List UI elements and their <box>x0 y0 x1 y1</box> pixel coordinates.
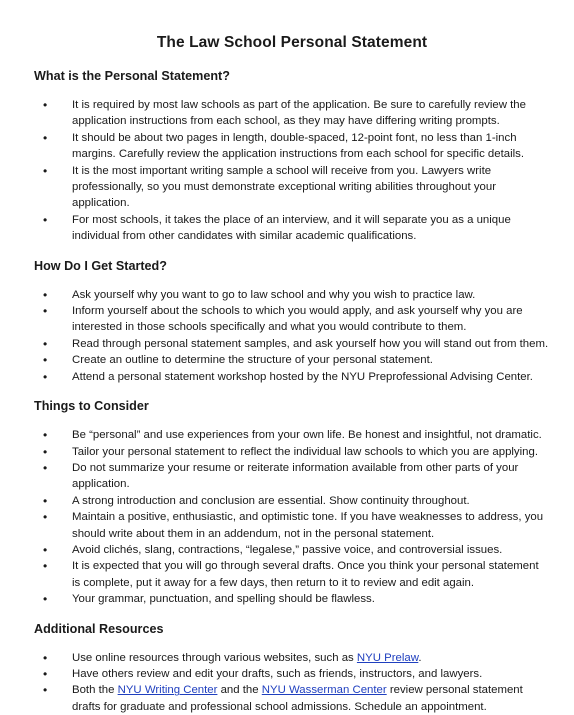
nyu-writing-center-link[interactable]: NYU Writing Center <box>117 684 218 697</box>
list-item: • Create an outline to determine the structure of your personal statement. <box>34 352 550 368</box>
bullet-list <box>34 427 550 607</box>
resource-text: Use online resources through various websites, such as <box>72 651 357 664</box>
section-things-to-consider <box>34 399 550 607</box>
list-item: • A strong introduction and conclusion are essential. Show continuity throughout. <box>34 493 550 509</box>
list-item: • It is the most important writing sample a school will receive from you. Lawyers write professionally, so you must demonstrate exceptional writing abilities throughout your application. <box>34 163 550 212</box>
section-get-started <box>34 259 550 385</box>
section-heading: Things to Consider <box>34 399 149 414</box>
list-item: • Be “personal” and use experiences from your own life. Be honest and insightful, not dramatic. <box>34 427 550 443</box>
section-additional-resources <box>34 622 550 715</box>
list-item: • Read through personal statement samples, and ask yourself how you will stand out from them. <box>34 336 550 352</box>
bullet-list <box>34 287 550 385</box>
resource-text: and the <box>217 684 262 697</box>
resource-text: Both the <box>72 684 118 697</box>
section-what-is <box>34 69 550 245</box>
list-item <box>34 650 550 666</box>
section-heading: How Do I Get Started? <box>34 258 167 273</box>
list-item: • Have others review and edit your drafts, such as friends, instructors, and lawyers. <box>34 666 550 682</box>
section-heading: Additional Resources <box>34 621 164 636</box>
list-item: • It is required by most law schools as part of the application. Be sure to carefully review the application instructions from each school, as they may have differing writing prompts. <box>34 97 550 130</box>
list-item: • It is expected that you will go through several drafts. Once you think your personal statement is complete, put it away for a few days, then return to it to review and edit again. <box>34 558 550 591</box>
bullet-list <box>34 97 550 245</box>
bullet-list <box>34 650 550 715</box>
list-item: • Ask yourself why you want to go to law school and why you wish to practice law. <box>34 287 550 303</box>
list-item <box>34 682 550 715</box>
nyu-prelaw-link[interactable]: NYU Prelaw <box>356 651 419 664</box>
list-item: • Avoid clichés, slang, contractions, “legalese,” passive voice, and controversial issues. <box>34 542 550 558</box>
nyu-wasserman-center-link[interactable]: NYU Wasserman Center <box>261 684 387 697</box>
section-heading: What is the Personal Statement? <box>34 69 230 83</box>
list-item: • Inform yourself about the schools to which you would apply, and ask yourself why you are interested in those schools specifically and what you would contribute to them. <box>34 303 550 336</box>
resource-text: review personal statement drafts for graduate and professional school admissions. Schedule an appointment. <box>72 684 523 713</box>
list-item: • Attend a personal statement workshop hosted by the NYU Preprofessional Advising Center. <box>34 369 550 385</box>
list-item: • Tailor your personal statement to reflect the individual law schools to which you are applying. <box>34 444 550 460</box>
resource-text: . <box>418 651 422 664</box>
list-item: • For most schools, it takes the place of an interview, and it will separate you as a unique individual from other candidates with similar academic qualifications. <box>34 212 550 245</box>
document-title: The Law School Personal Statement <box>156 34 428 51</box>
list-item: • Your grammar, punctuation, and spelling should be flawless. <box>34 591 550 607</box>
list-item: • Do not summarize your resume or reiterate information available from other parts of your application. <box>34 460 550 493</box>
list-item: • Maintain a positive, enthusiastic, and optimistic tone. If you have weaknesses to address, you should write about them in an addendum, not in the personal statement. <box>34 509 550 542</box>
list-item: • It should be about two pages in length, double-spaced, 12-point font, no less than 1-inch margins. Carefully review the application instructions from each school for specific details. <box>34 130 550 163</box>
